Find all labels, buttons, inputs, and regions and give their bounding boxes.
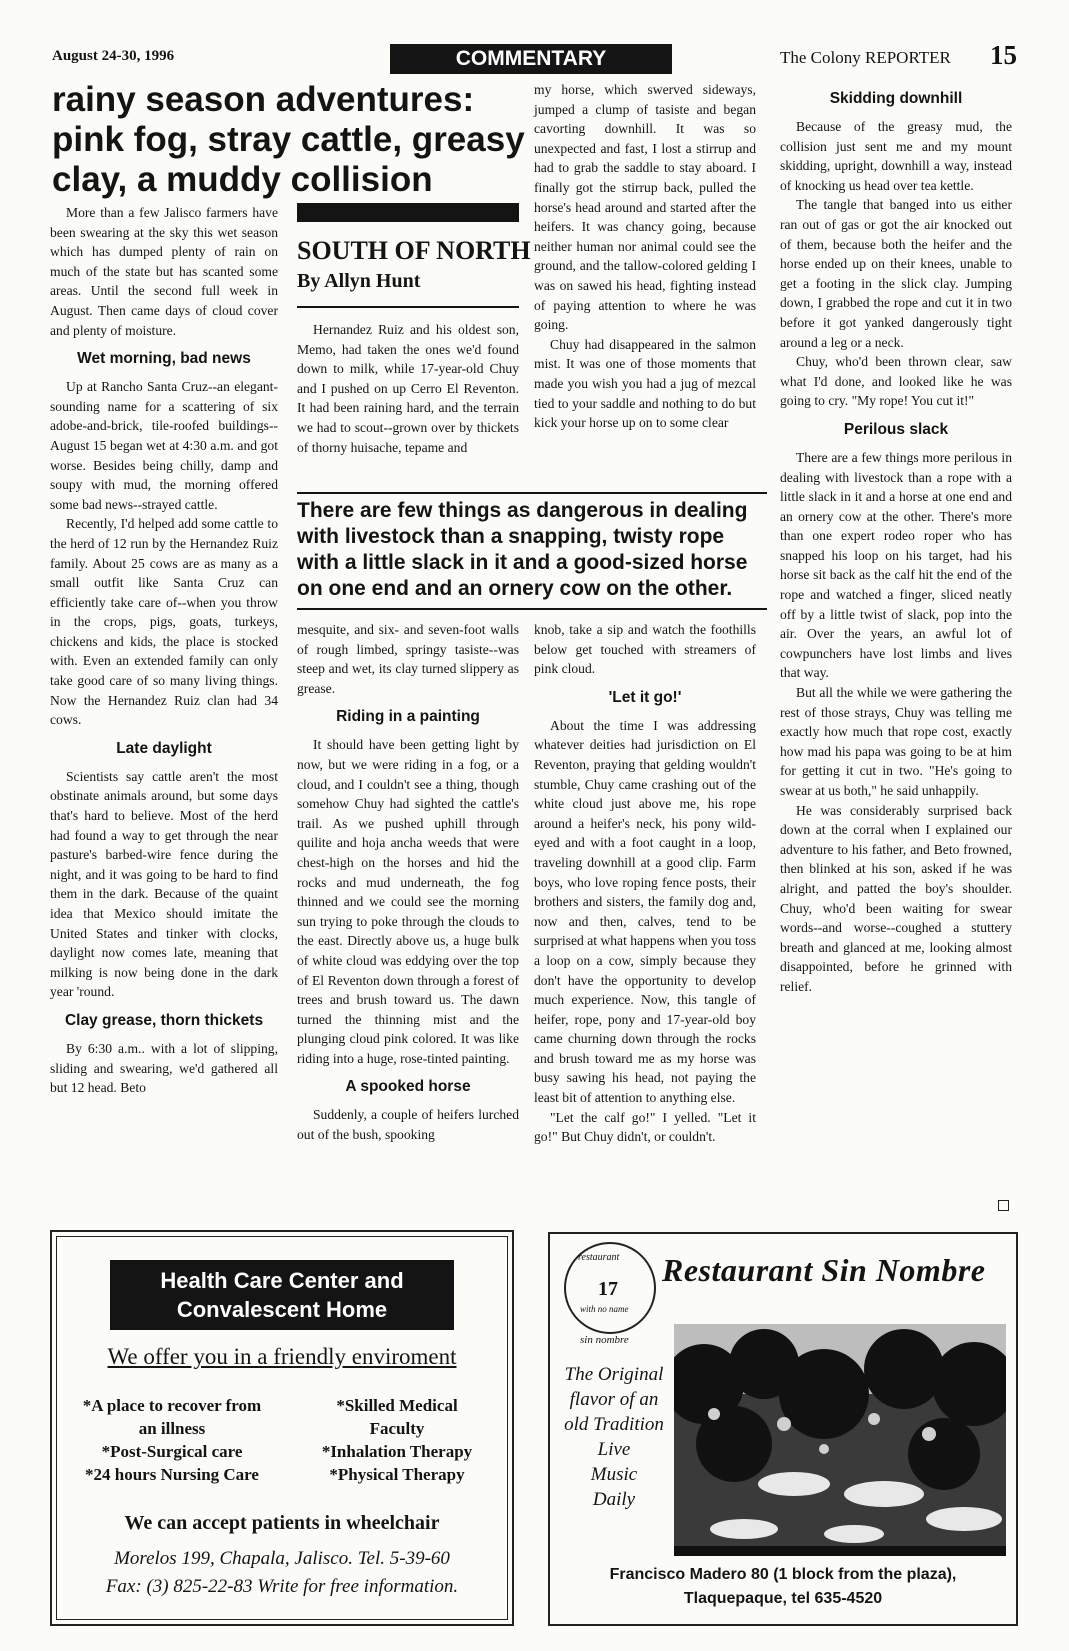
paragraph: knob, take a sip and watch the foothills below get touched with streamers of pink cloud. — [534, 622, 756, 677]
paragraph: He was considerably surprised back down at the corral when I explained our adventure to his father, and Beto frowned, then blinked at his son, asked if he was alright, and patted the boy's shoulder. Chuy, who'd been waiting for swear words--and worse--coughed a stuttery breath and glanced at me, looking almost disappointed, before he grinned with relief. — [780, 802, 1012, 994]
subhead: Riding in a painting — [336, 708, 480, 726]
service-item: *Physical Therapy — [329, 1465, 465, 1484]
health-ad-wheelchair: We can accept patients in wheelchair — [124, 1512, 440, 1534]
subhead: Perilous slack — [843, 420, 949, 438]
paragraph: my horse, which swerved sideways, jumped a clump of tasiste and began cavorting downhill. It was so unexpected and fast, I lost a stirrup and had to grab the saddle to stay aboard. I finally got the stirrup back, pulled the horse's head around and started after the heifers. It was chancy going, because neither human nor animal could see the ground, and the tallow-colored gelding I was on sawed his head, fighting instead of paying attention to where he was going. — [534, 82, 756, 333]
column-name: SOUTH OF NORTH — [297, 236, 531, 265]
paragraph: About the time I was addressing whatever deities had jurisdiction on El Reventon, praying that gelding wouldn't stumble, Chuy came crashing out of the white cloud just above me, his rope around a heifer's neck, his pony wild-eyed and with a foot caught in a loop, traveling downhill at a good clip. Farm boys, who love roping fence posts, their brothers and sisters, the family dog and, now and then, calves, tend to be surprised at what happens when you toss a loop on a cow, simply because they don't have the opportunity to develop much experience. Now, this tangle of heifer, rope, pony and 17-year-old boy came churning down through the rocks and brush toward me as my horse was busy sawing his head, not paying the least bit of attention to anything else. — [534, 717, 756, 1106]
service-item: *Skilled Medical — [336, 1396, 458, 1415]
health-ad-tagline: We offer you in a friendly enviroment — [107, 1344, 457, 1369]
article-column-3-top — [534, 80, 756, 433]
restaurant-slogan — [556, 1362, 672, 1512]
subhead: A spooked horse — [345, 1078, 471, 1096]
health-ad-fax: Fax: (3) 825-22-83 Write for free information. — [105, 1576, 459, 1597]
subhead: Clay grease, thorn thickets — [64, 1011, 264, 1029]
paragraph: By 6:30 a.m.. with a lot of slipping, sliding and swearing, we'd gathered all but 12 head. Beto — [50, 1040, 278, 1096]
paragraph: There are a few things more perilous in dealing with livestock than a rope with a little slack in it and a horse at one end and an ornery cow at the other. There's more than one expert rodeo roper who has snapped his loop on his target, had his horse sit back as the calf hit the end of the rope and watched a finger, sliced neatly off by a little twist of slack, pop into the air. Over the years, an awful lot of cowpunchers have lost limbs and lives that way. — [780, 449, 1012, 681]
article-column-2-top — [297, 320, 519, 457]
service-item: Faculty — [369, 1419, 425, 1438]
restaurant-address: Francisco Madero 80 (1 block from the plaza), — [609, 1566, 957, 1583]
health-ad-address: Morelos 199, Chapala, Jalisco. Tel. 5-39-60 — [114, 1548, 450, 1569]
paragraph: More than a few Jalisco farmers have been swearing at the sky this wet season which has dumped plenty of rain on much of the state but has scanted some areas. Until the second full week in August. Then came days of cloud cover and plenty of moisture. — [50, 205, 278, 338]
byline-rule — [297, 306, 519, 308]
paragraph: Scientists say cattle aren't the most obstinate animals around, but some days that's hard to believe. Most of the herd had found a way to get through the near pasture's barbed-wire fence during the night, and it was going to be hard to find them in the dark. Because of the quaint idea that Mexico should imitate the United States and tinker with clocks, daylight now comes late, meaning that milking is now being done in the dark year 'round. — [50, 768, 278, 1000]
slogan-line: flavor of an — [569, 1389, 659, 1410]
paragraph: It should have been getting light by now, but we were riding in a fog, or a cloud, and I couldn't see a thing, though somehow Chuy had sighted the cattle's trail. As we pushed uphill through quilite and hoja ancha weeds that were chest-high on the horses and hid the rocks and mud underneath, the fog thinned and we could see the morning sun trying to poke through the clouds to the east. Directly above us, a huge bulk of white cloud was eddying over the top of El Reventon down through a forest of trees and brush toward us. The dawn turned the thinning mist and the plunging cloud pink colored. It was like riding into a huge, rose-tinted painting. — [297, 737, 519, 1066]
article-column-2-bottom — [297, 620, 519, 1145]
subhead: Late daylight — [116, 739, 212, 757]
issue-date: August 24-30, 1996 — [52, 48, 175, 64]
subhead: Wet morning, bad news — [77, 350, 251, 368]
health-ad-services-right — [292, 1394, 502, 1486]
article-column-1 — [50, 203, 278, 1098]
page-number: 15 — [990, 40, 1017, 70]
service-item: *Post-Surgical care — [101, 1442, 243, 1461]
publication-name: The Colony REPORTER — [780, 48, 951, 67]
end-mark-icon — [998, 1200, 1009, 1211]
paragraph: Chuy, who'd been thrown clear, saw what I'd done, and looked like he was going to cry. "My rope! You cut it!" — [780, 354, 1012, 409]
paragraph: Recently, I'd helped add some cattle to the herd of 12 run by the Hernandez Ruiz family. About 25 cows are as many as a small outfit like Santa Cruz can efficiently take care of--when you throw in the crops, pigs, goats, turkeys, chickens and kids, the place is stocked with. Even an extended family can only take good care of so many living things. Now the Hernandez Ruiz clan had 34 cows. — [50, 516, 278, 728]
logo-number: 17 — [598, 1278, 618, 1300]
pull-quote-rule-top — [297, 492, 767, 494]
health-ad-title-line2: Convalescent Home — [176, 1297, 388, 1322]
article-column-3-bottom — [534, 620, 756, 1147]
service-item: *Inhalation Therapy — [321, 1442, 473, 1461]
health-ad-title-line1: Health Care Center and — [160, 1268, 404, 1293]
headline: rainy season adventures: pink fog, stray cattle, greasy clay, a muddy collision — [52, 80, 525, 199]
subhead: Skidding downhill — [829, 90, 963, 107]
paragraph: Hernandez Ruiz and his oldest son, Memo, had taken the ones we'd found down to milk, while 17-year-old Chuy and I pushed on up Cerro El Reventon. It had been raining hard, and the terrain we had to scout--grown over by thickets of thorny huisache, tepame and — [297, 322, 519, 455]
restaurant-name: Restaurant Sin Nombre — [662, 1252, 986, 1288]
slogan-line: The Original — [564, 1364, 664, 1385]
health-ad-title-box — [110, 1260, 454, 1330]
paragraph: "Let the calf go!" I yelled. "Let it go!" But Chuy didn't, or couldn't. — [534, 1109, 756, 1145]
slogan-line: Music — [590, 1464, 638, 1485]
paragraph: Because of the greasy mud, the collision just sent me and my mount skidding, upright, downhill a way, instead of knocking us head over tea kettle. — [780, 119, 1012, 193]
restaurant-ad — [548, 1232, 1018, 1626]
logo-top-text: restaurant — [578, 1252, 620, 1263]
logo-bottom-text-2: sin nombre — [580, 1334, 629, 1346]
byline: By Allyn Hunt — [297, 270, 421, 292]
slogan-line: Live — [597, 1439, 631, 1460]
column-name-bar — [297, 203, 519, 222]
patio-photo-illustration — [674, 1324, 1006, 1556]
paragraph: But all the while we were gathering the rest of those strays, Chuy was telling me exactly how much that rope cost, exactly how mad his papa was going to be at him for getting it cut in two. "He's going to swear at us both," he said unhappily. — [780, 685, 1012, 798]
logo-bottom-text: with no name — [580, 1304, 629, 1314]
service-item: an illness — [138, 1419, 206, 1438]
slogan-line: old Tradition — [564, 1414, 664, 1435]
restaurant-city: Tlaquepaque, tel 635-4520 — [683, 1590, 883, 1607]
restaurant-logo — [564, 1242, 656, 1334]
section-banner: COMMENTARY — [390, 44, 672, 74]
article-column-4 — [780, 80, 1012, 997]
pull-quote: There are few things as dangerous in dealing with livestock than a snapping, twisty rope with a little slack in it and a good-sized horse on one end and an ornery cow on the other. — [297, 499, 748, 600]
service-item: *A place to recover from — [82, 1396, 262, 1415]
paragraph: mesquite, and six- and seven-foot walls of rough limbed, springy tasiste--was steep and wet, its clay turned slippery as grease. — [297, 622, 519, 696]
subhead: 'Let it go!' — [608, 688, 682, 706]
restaurant-patio-photo — [674, 1324, 1006, 1556]
pull-quote-rule-bottom — [297, 608, 767, 610]
paragraph: The tangle that banged into us either ran out of gas or got the air knocked out of them, because both the heifer and the horse ended up on their knees, unable to get a footing in the slick clay. Jumping down, I grabbed the rope and cut it in two before it got yanked dangerously tight around a leg or a neck. — [780, 197, 1012, 350]
paragraph: Suddenly, a couple of heifers lurched out of the bush, spooking — [297, 1107, 519, 1143]
health-care-ad — [50, 1230, 514, 1626]
paragraph: Up at Rancho Santa Cruz--an elegant-sounding name for a scattering of six adobe-and-brick, tile-roofed buildings--August 15 began wet at 4:30 a.m. and got worse. Besides being chilly, damp and soupy with mud, the morning offered some bad news--strayed cattle. — [50, 379, 278, 512]
health-ad-services-left — [62, 1394, 282, 1486]
paragraph: Chuy had disappeared in the salmon mist. It was one of those moments that made you wish you had a jug of mezcal tied to your saddle and nothing to do but kick your horse up on to some clear — [534, 336, 756, 431]
slogan-line: Daily — [592, 1489, 636, 1510]
service-item: *24 hours Nursing Care — [85, 1465, 259, 1484]
